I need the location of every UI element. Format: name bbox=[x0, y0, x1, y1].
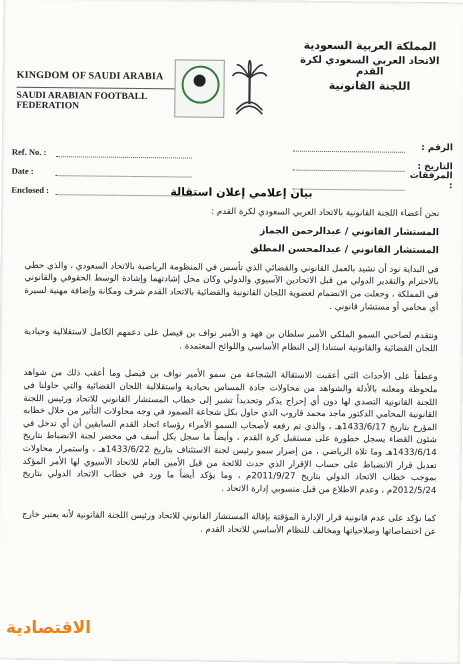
arabic-date-label: التاريخ : bbox=[405, 162, 453, 173]
federation-logo bbox=[174, 59, 225, 118]
arabic-date-field bbox=[293, 152, 453, 173]
member-name-1: المستشار القانوني / عبدالرحمن الجماز bbox=[25, 222, 439, 239]
arabic-reference-fields bbox=[292, 133, 453, 192]
ref-number-field bbox=[12, 138, 192, 159]
arabic-committee-name: اللجنة القانونية bbox=[286, 79, 454, 94]
date-label: Date : bbox=[12, 166, 56, 176]
intro-paragraph: نحن أعضاء اللجنة القانونية بالاتحاد العربي السعودي لكرة القدم : bbox=[25, 204, 439, 221]
arabic-kingdom-name: المملكة العربية السعودية bbox=[286, 39, 454, 54]
dotted-line bbox=[293, 162, 405, 172]
paragraph-events: وعطفاً على الأحداث التي أعقبت الاستقالة الشجاعة من سمو الأمير نواف بن فيصل وما أعقب ذلك من شواهد ملحوظة ومعلنه بالأدلة والشواهد من محاولات جادة المساس بحيادية واستقلالية اللجان القضائية والتي حاولنا في اللجنة القانونية التصدي لها دون أي إحراج يذكر وتحديداً تشير إلى خطاب المستشار القانوني للاتحاد ورئيس اللجنة القانونية المحامي الدكتور ماجد محمد قاروب الذي حاول بكل شجاعة الصمود في وجه محاولات التأثير من خلال خطابه المؤرخ بتاريخ 1433/6/17هـ ، والذي تم رفعه لأصحاب السمو الأمراء رؤساء اتحاد القدم السابقين أن أي تدخل في شئون القضاء يسجل خطورة على مستقبل كرة القدم ، وأيضاً ما سجل بكل أسف في محضر لجنة الانضباط بتاريخ 1433/6/14هـ وما تلاه الرياضي ، من إصرار سمو رئيس لجنة الاستئناف بتاريخ 1433/6/22هـ ، واستمرار محاولات تعديل قرار الانضباط على حساب الإقرار الذي حدث للائحة من قبل الأمين العام للاتحاد الآسيوي لها الأمر المؤكد بموجب خطاب الاتحاد الدولي بتاريخ 2011/9/27م ، وما يؤكد أيضاً ما ورد في خطاب الاتحاد الدولي بتاريخ 2012/5/24م ، وعدم الاطلاع من قبل منسوبي إدارة الاتحاد . bbox=[22, 367, 437, 497]
english-federation-name: SAUDI ARABIAN FOOTBALL FEDERATION bbox=[16, 87, 176, 113]
arabic-number-field bbox=[293, 133, 453, 154]
dotted-line bbox=[293, 143, 405, 153]
arabic-letterhead bbox=[286, 39, 455, 94]
ref-number-label: Ref. No. : bbox=[12, 147, 56, 157]
date-field bbox=[12, 157, 192, 178]
arabic-enclosures-label: المرفقات : bbox=[404, 171, 452, 192]
member-name-2: المستشار القانوني / عبدالمحسن المطلق bbox=[25, 241, 439, 258]
paragraph-thanks: ونتقدم لصاحبي السمو الملكي الأمير سلطان بن فهد و الأمير نواف بن فيصل على دعمهم الكامل لاستقلالية وحيادية اللجان القضائية والقانونية استنادا إلى النظام الأساسي واللوائح المعتمدة . bbox=[24, 326, 438, 356]
statement-body bbox=[22, 204, 440, 545]
dotted-line bbox=[56, 167, 192, 177]
english-letterhead bbox=[16, 70, 176, 113]
arabic-number-label: الرقم : bbox=[405, 143, 453, 154]
paragraph-conclusion: كما نؤكد على عدم قانونية قرار الإدارة المؤقتة بإقالة المستشار القانوني للاتحاد ورئيس اللجنة القانونية لأنه يعتبر خارج عن اختصاصاتها وصلاحياتها ومخالف للنظام الأساسي للاتحاد القدم . bbox=[22, 509, 436, 539]
arabic-federation-name: الاتحاد العربي السعودي لكرة القدم bbox=[286, 55, 454, 79]
dotted-line bbox=[56, 148, 192, 158]
enclosed-label: Enclosed : bbox=[11, 185, 55, 195]
paragraph-praise: في البداية نود أن نشيد بالعمل القانوني والقضائي الذي تأسس في المنظومة الرياضية بالاتحاد السعودي ، والذي حظي بالاحترام والتقدير الدولي من قبل الاتحادين الآسيوي والدولي وكان محل إشادتهما وإشادة الوسط الحقوقي والقانوني في المملكة ، وجعلت من الانضمام لعضوية اللجان القانونية والقضائية بالاتحاد القدم شرف ومكانة وإضافة مهنية لسيرة أي محامي أو مستشار قانوني . bbox=[24, 260, 439, 315]
statement-title: بيان إعلامي إعلان استقالة bbox=[151, 185, 331, 200]
palm-swords-emblem-icon bbox=[230, 56, 269, 120]
english-kingdom-name: KINGDOM OF SAUDI ARABIA bbox=[17, 70, 177, 83]
publisher-watermark: الاقتصادية bbox=[6, 618, 91, 638]
football-icon bbox=[194, 75, 206, 87]
